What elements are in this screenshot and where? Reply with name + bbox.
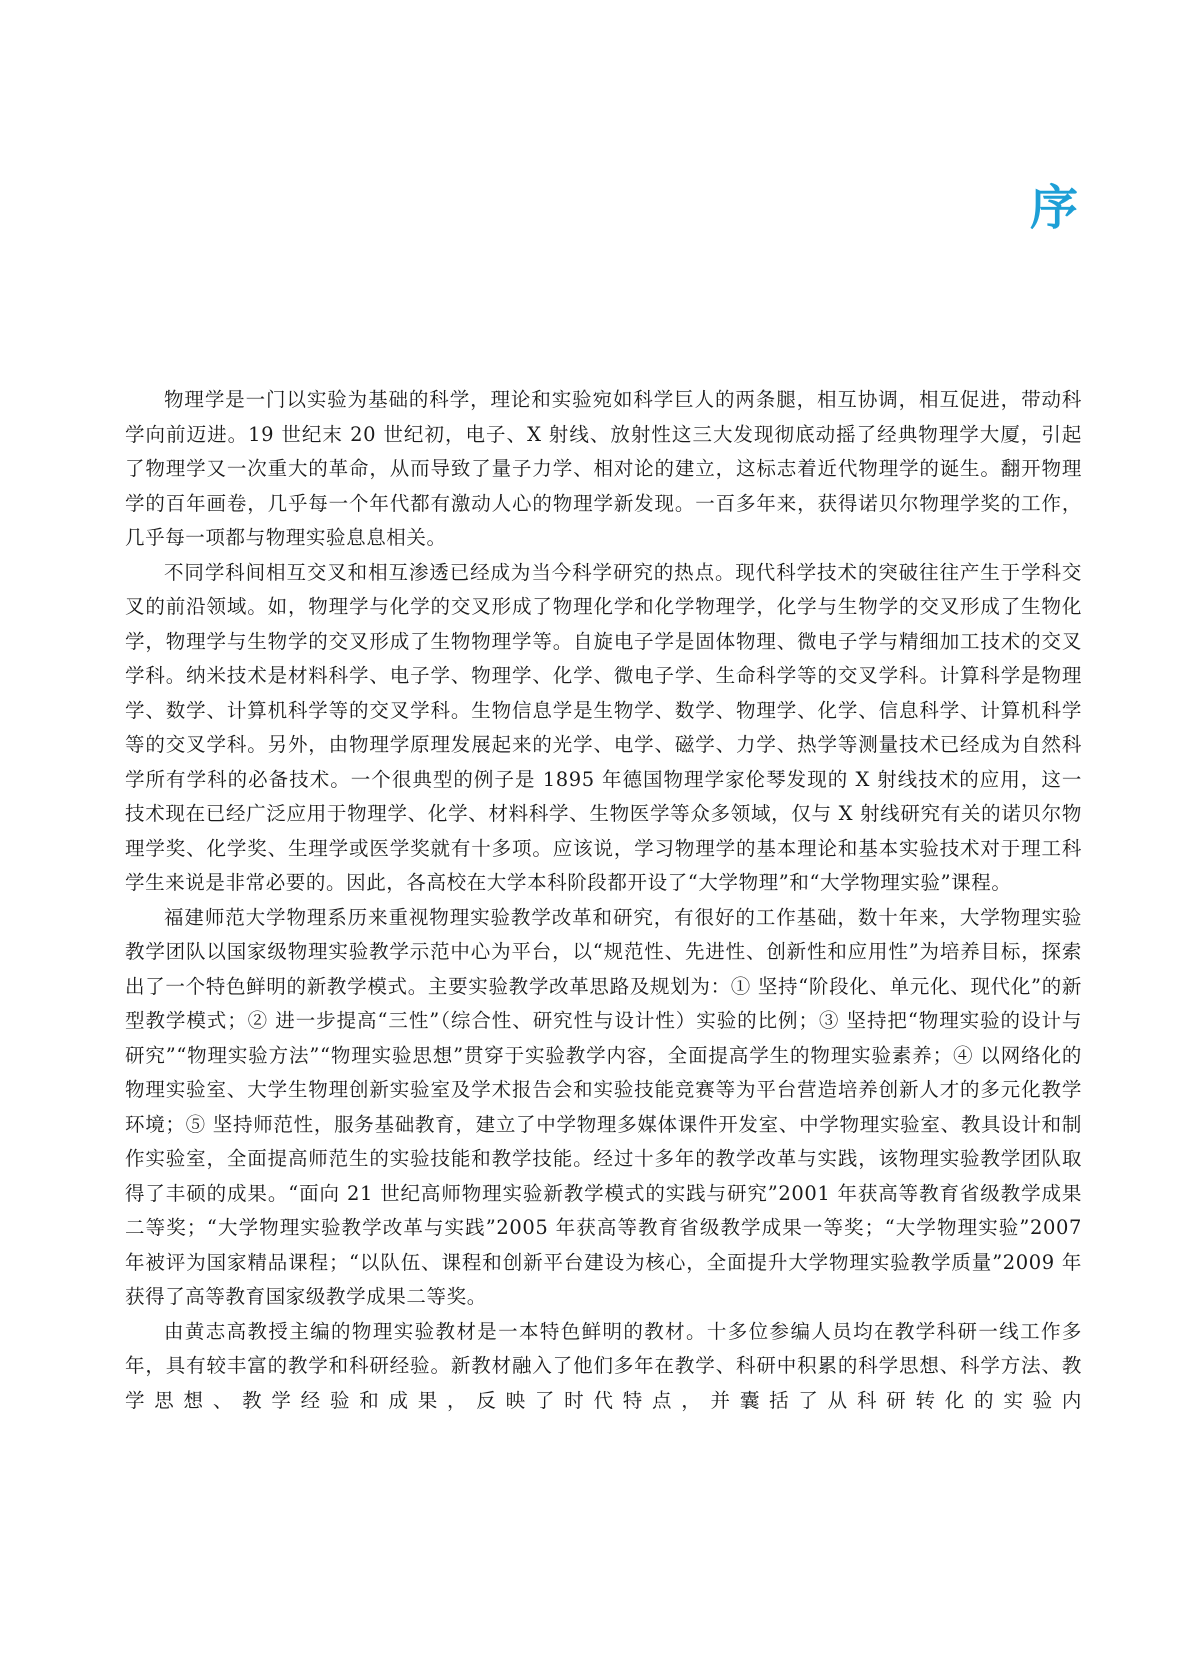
paragraph-4: 由黄志高教授主编的物理实验教材是一本特色鲜明的教材。十多位参编人员均在教学科研一线工作多年，具有较丰富的教学和科研经验。新教材融入了他们多年在教学、科研中积累的科学思想、科学方法、教学思想、教学经验和成果，反映了时代特点，并囊括了从科研转化的实验内 xyxy=(125,1319,1082,1412)
paragraph-3: 福建师范大学物理系历来重视物理实验教学改革和研究，有很好的工作基础，数十年来，大学物理实验教学团队以国家级物理实验教学示范中心为平台，以“规范性、先进性、创新性和应用性”为培养目标，探索出了一个特色鲜明的新教学模式。主要实验教学改革思路及规划为：① 坚持“阶段化、单元化、现代化”的新型教学模式；② 进一步提高“三性”（综合性、研究性与设计性）实验的比例；③ 坚持把“物理实验的设计与研究”“物理实验方法”“物理实验思想”贯穿于实验教学内容，全面提高学生的物理实验素养；④ 以网络化的物理实验室、大学生物理创新实验室及学术报告会和实验技能竞赛等为平台营造培养创新人才的多元化教学环境；⑤ 坚持师范性，服务基础教育，建立了中学物理多媒体课件开发室、中学物理实验室、教具设计和制作实验室，全面提高师范生的实验技能和教学技能。经过十多年的教学改革与实践，该物理实验教学团队取得了丰硕的成果。“面向 21 世纪高师物理实验新教学模式的实践与研究”2001 年获高等教育省级教学成果二等奖；“大学物理实验教学改革与实践”2005 年获高等教育省级教学成果一等奖；“大学物理实验”2007 年被评为国家精品课程；“以队伍、课程和创新平台建设为核心，全面提升大学物理实验教学质量”2009 年获得了高等教育国家级教学成果二等奖。 xyxy=(125,905,1082,1308)
page-title: 序 xyxy=(1030,180,1079,236)
body-text xyxy=(125,383,1082,1418)
paragraph-1: 物理学是一门以实验为基础的科学，理论和实验宛如科学巨人的两条腿，相互协调，相互促进，带动科学向前迈进。19 世纪末 20 世纪初，电子、X 射线、放射性这三大发现彻底动摇了经典物理学大厦，引起了物理学又一次重大的革命，从而导致了量子力学、相对论的建立，这标志着近代物理学的诞生。翻开物理学的百年画卷，几乎每一个年代都有激动人心的物理学新发现。一百多年来，获得诺贝尔物理学奖的工作，几乎每一项都与物理实验息息相关。 xyxy=(125,388,1082,549)
paragraph-2: 不同学科间相互交叉和相互渗透已经成为当今科学研究的热点。现代科学技术的突破往往产生于学科交叉的前沿领域。如，物理学与化学的交叉形成了物理化学和化学物理学，化学与生物学的交叉形成了生物化学，物理学与生物学的交叉形成了生物物理学等。自旋电子学是固体物理、微电子学与精细加工技术的交叉学科。纳米技术是材料科学、电子学、物理学、化学、微电子学、生命科学等的交叉学科。计算科学是物理学、数学、计算机科学等的交叉学科。生物信息学是生物学、数学、物理学、化学、信息科学、计算机科学等的交叉学科。另外，由物理学原理发展起来的光学、电学、磁学、力学、热学等测量技术已经成为自然科学所有学科的必备技术。一个很典型的例子是 1895 年德国物理学家伦琴发现的 X 射线技术的应用，这一技术现在已经广泛应用于物理学、化学、材料科学、生物医学等众多领域，仅与 X 射线研究有关的诺贝尔物理学奖、化学奖、生理学或医学奖就有十多项。应该说，学习物理学的基本理论和基本实验技术对于理工科学生来说是非常必要的。因此，各高校在大学本科阶段都开设了“大学物理”和“大学物理实验”课程。 xyxy=(125,560,1082,894)
